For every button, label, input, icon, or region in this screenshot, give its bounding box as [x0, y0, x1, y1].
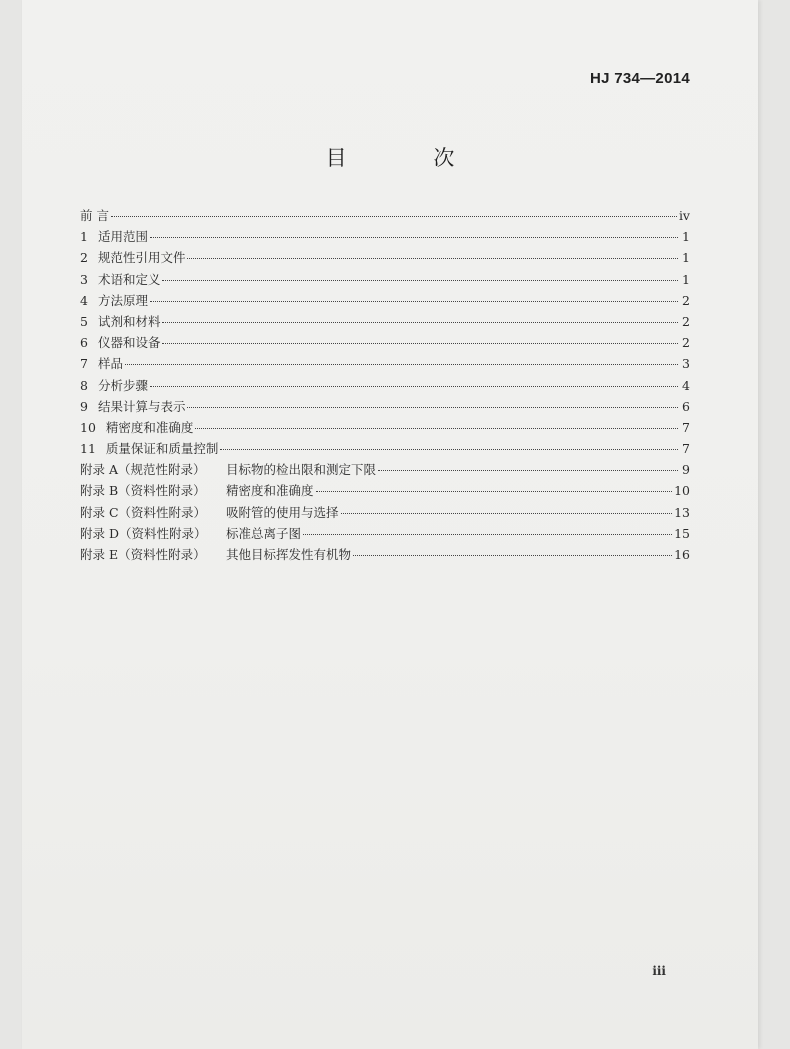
toc-label: 试剂和材料: [97, 313, 161, 329]
leader-dots: [150, 237, 678, 238]
toc-number: 5: [80, 313, 88, 329]
toc-page-number: 2: [682, 313, 690, 329]
leader-dots: [187, 407, 678, 408]
leader-dots: [220, 449, 678, 450]
toc-page-number: 6: [682, 398, 690, 414]
toc-entry-7[interactable]: [80, 353, 690, 374]
leader-dots: [162, 322, 678, 323]
table-of-contents: [80, 205, 690, 565]
toc-entry-foreword[interactable]: [80, 205, 690, 226]
toc-entry-6[interactable]: [80, 332, 690, 353]
toc-number: 8: [80, 377, 88, 393]
leader-dots: [150, 386, 678, 387]
toc-label: 标准总离子图: [226, 525, 302, 541]
leader-dots: [150, 301, 678, 302]
leader-dots: [303, 534, 672, 535]
appendix-prefix: 附录 E（资料性附录）: [80, 547, 206, 562]
toc-label: 方法原理: [97, 292, 148, 308]
toc-number: 11: [80, 441, 96, 457]
appendix-prefix: 附录 B（资料性附录）: [80, 483, 206, 499]
leader-dots: [162, 343, 678, 344]
leader-dots: [187, 258, 678, 259]
toc-number: 1: [80, 229, 88, 245]
toc-label: 精密度和准确度: [105, 419, 194, 435]
standard-code: HJ 734—2014: [589, 70, 690, 87]
toc-page-number: 1: [682, 250, 690, 266]
toc-entry-2[interactable]: [80, 247, 690, 268]
toc-page-number: iv: [678, 208, 690, 223]
document-page: [22, 0, 758, 1049]
toc-page-number: 9: [682, 462, 690, 478]
toc-page-number: 1: [682, 229, 690, 245]
toc-entry-9[interactable]: [80, 396, 690, 417]
toc-page-number: 15: [674, 525, 690, 541]
toc-appendix-b[interactable]: [80, 480, 690, 501]
toc-page-number: 13: [674, 504, 690, 520]
toc-number: 10: [80, 419, 96, 435]
page-number: iii: [652, 964, 666, 978]
toc-number: 6: [80, 335, 88, 351]
leader-dots: [195, 428, 678, 429]
toc-entry-4[interactable]: [80, 290, 690, 311]
toc-number: 9: [80, 398, 88, 414]
toc-label: 仪器和设备: [97, 335, 161, 351]
toc-label: 前 言: [80, 208, 109, 223]
toc-label: 目标物的检出限和测定下限: [226, 462, 377, 478]
toc-label: 样品: [97, 356, 123, 372]
toc-label: 结果计算与表示: [97, 398, 186, 414]
toc-label: 精密度和准确度: [226, 483, 314, 499]
leader-dots: [111, 216, 677, 217]
toc-page-number: 7: [682, 441, 690, 457]
appendix-prefix: 附录 C（资料性附录）: [80, 504, 207, 520]
toc-appendix-c[interactable]: [80, 502, 690, 523]
toc-appendix-d[interactable]: [80, 523, 690, 544]
toc-number: 3: [80, 271, 88, 287]
toc-label: 吸附管的使用与选择: [226, 504, 339, 520]
toc-entry-8[interactable]: [80, 375, 690, 396]
leader-dots: [316, 491, 673, 492]
toc-page-number: 1: [682, 271, 690, 287]
toc-page-number: 7: [682, 419, 690, 435]
toc-page-number: 3: [682, 356, 690, 372]
toc-page-number: 4: [682, 377, 690, 393]
appendix-prefix: 附录 A（规范性附录）: [80, 462, 206, 478]
toc-entry-3[interactable]: [80, 269, 690, 290]
toc-entry-1[interactable]: [80, 226, 690, 247]
toc-entry-10[interactable]: [80, 417, 690, 438]
toc-page-number: 2: [682, 292, 690, 308]
toc-number: 7: [80, 356, 88, 372]
toc-page-number: 2: [682, 335, 690, 351]
toc-appendix-e[interactable]: [80, 544, 690, 565]
leader-dots: [162, 280, 678, 281]
leader-dots: [125, 364, 678, 365]
toc-entry-11[interactable]: [80, 438, 690, 459]
leader-dots: [378, 470, 678, 471]
toc-page-number: 16: [674, 547, 690, 562]
leader-dots: [353, 555, 672, 556]
toc-label: 分析步骤: [97, 377, 148, 393]
toc-appendix-a[interactable]: [80, 459, 690, 480]
toc-number: 2: [80, 250, 88, 266]
toc-label: 规范性引用文件: [97, 250, 186, 266]
leader-dots: [341, 513, 673, 514]
toc-page-number: 10: [674, 483, 690, 499]
toc-label: 适用范围: [97, 229, 148, 245]
toc-title: 目 次: [325, 146, 495, 170]
toc-label: 质量保证和质量控制: [105, 441, 219, 457]
toc-number: 4: [80, 292, 88, 308]
toc-label: 术语和定义: [97, 271, 161, 287]
toc-label: 其他目标挥发性有机物: [226, 547, 352, 562]
toc-entry-5[interactable]: [80, 311, 690, 332]
appendix-prefix: 附录 D（资料性附录）: [80, 525, 207, 541]
